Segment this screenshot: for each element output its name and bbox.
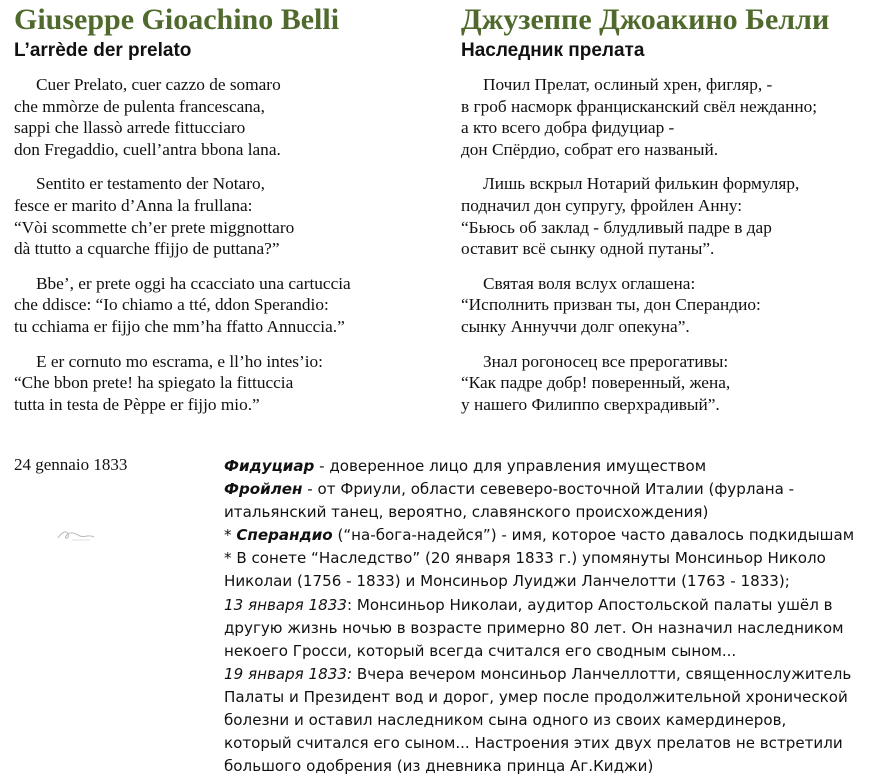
poem-line: Почил Прелат, ослиный хрен, фигляр, - [483,75,773,94]
poem-line: “Исполнить призван ты, дон Сперандио: [461,295,761,315]
poem-line: “Vòi scommette ch’er prete miggnottaro [14,217,295,237]
poem-line: “Che bbon prete! ha spiegato la fittuccia [14,373,294,393]
poem-line: сынку Аннуччи долг опекуна”. [461,316,690,336]
note-text-line: большого одобрения (из дневника принца Аг.Киджи) [224,757,654,776]
poem-line: в гроб насморк францисканский свёл нежданно; [461,96,818,116]
note-diary-1 [224,594,884,617]
translator-notes [224,455,884,778]
note-term: Сперандио [236,526,333,545]
stanza [461,273,893,338]
note-diary-2 [224,663,884,686]
note-text: - доверенное лицо для управления имуществом [314,457,707,475]
poem-line: tutta in testa de Pèppe er fijjo mio.” [14,394,260,414]
note-froilen [224,478,884,501]
note-text-line: * В сонете “Наследство” (20 января 1833 г.) упомянуты Монсиньор Николо [224,549,826,568]
signature-scribble-icon [52,522,102,548]
poem-line: tu cchiama er fijjo che mm’ha ffatto Annuccia.” [14,316,345,336]
note-text: : Монсиньор Николаи, аудитор Апостольской палаты ушёл в [346,595,833,614]
poem-line: “Бьюсь об заклад - блудливый падре в дар [461,217,772,237]
note-term: Фройлен [224,480,303,499]
russian-column [461,0,893,415]
stanza [461,351,893,416]
poet-name-russian: Джузеппе Джоакино Белли [461,3,830,36]
stanza [14,273,444,338]
note-date: 13 января 1833 [224,595,347,614]
note-text-line: болезни и оставил наследником сына одного из своих камердинеров, [224,711,787,730]
note-text-line: итальянский танец, вероятно, славянского происхождения) [224,503,709,522]
stanza [14,74,444,160]
note-text-line: Палаты и Президент вод и дорог, умер после продолжительной хронической [224,687,848,706]
poet-name-italian: Giuseppe Gioachino Belli [14,3,340,36]
note-text: Вчера вечером монсиньор Ланчеллотти, священнослужитель [352,664,852,683]
note-text: (“на-бога-надейся”) - имя, которое часто давалось подкидышам [332,526,855,545]
italian-column [14,0,444,415]
poem-line: che ddisce: “Io chiamo a tté, ddon Sperandio: [14,295,329,315]
poem-title-russian: Наследник прелата [461,40,645,61]
poem-line: dà ttutto a cquarche ffijjo de puttana?” [14,239,280,259]
note-text: - от Фриули, области севеверо-восточной Италии (фурлана - [302,480,795,499]
poem-line: Sentito er testamento der Notaro, [36,174,265,194]
poem-line: оставит всё сынку одной путаны”. [461,239,715,259]
stanza [461,74,893,160]
note-term: Фидуциар [224,457,315,475]
note-text-line: некоего Гросси, который всегда считался его сводным сыном... [224,641,737,660]
note-text-line: другую жизнь ночью в возрасте примерно 80 лет. Он назначил наследником [224,618,844,637]
note-sperandio [224,524,884,547]
stanza [14,351,444,416]
poem-line: don Fregaddio, cuell’antra bbona lana. [14,139,281,159]
poem-line: у нашего Филиппо сверхрадивый”. [461,394,720,414]
poem-line: fesce er marito d’Anna la frullana: [14,195,253,215]
poem-text-italian [14,74,444,415]
note-text-line: Николаи (1756 - 1833) и Монсиньор Луиджи Ланчелотти (1763 - 1833); [224,572,790,591]
poem-line: E er cornuto mo escrama, e ll’ho intes’io: [36,351,323,371]
poem-date: 24 gennaio 1833 [14,455,128,474]
note-bullet: * [224,526,237,545]
poem-line: Cuer Prelato, cuer cazzo de somaro [36,75,281,94]
poem-line: а кто всего добра фидуциар - [461,118,675,138]
note-date: 19 января 1833: [224,664,353,683]
stanza [14,173,444,259]
poem-line: Bbe’, er prete oggi ha ccacciato una cartuccia [36,273,351,293]
poem-line: “Как падре добр! поверенный, жена, [461,373,731,393]
poem-line: дон Спёрдио, собрат его названый. [461,139,719,159]
note-text-line: который считался его сыном... Настроения этих двух прелатов не встретили [224,734,843,753]
poem-line: подначил дон супругу, фройлен Анну: [461,195,743,215]
note-fiduciar [224,455,884,478]
poem-line: Знал рогоносец все прерогативы: [483,351,729,371]
poem-text-russian [461,74,893,415]
poem-title-italian: L’arrède der prelato [14,40,192,61]
poem-line: Лишь вскрыл Нотарий филькин формуляр, [483,174,800,194]
poem-line: Святая воля вслух оглашена: [483,273,696,293]
poem-line: sappi che llassò arrede fittucciaro [14,118,246,138]
stanza [461,173,893,259]
poem-line: che mmòrze de pulenta francescana, [14,96,265,116]
